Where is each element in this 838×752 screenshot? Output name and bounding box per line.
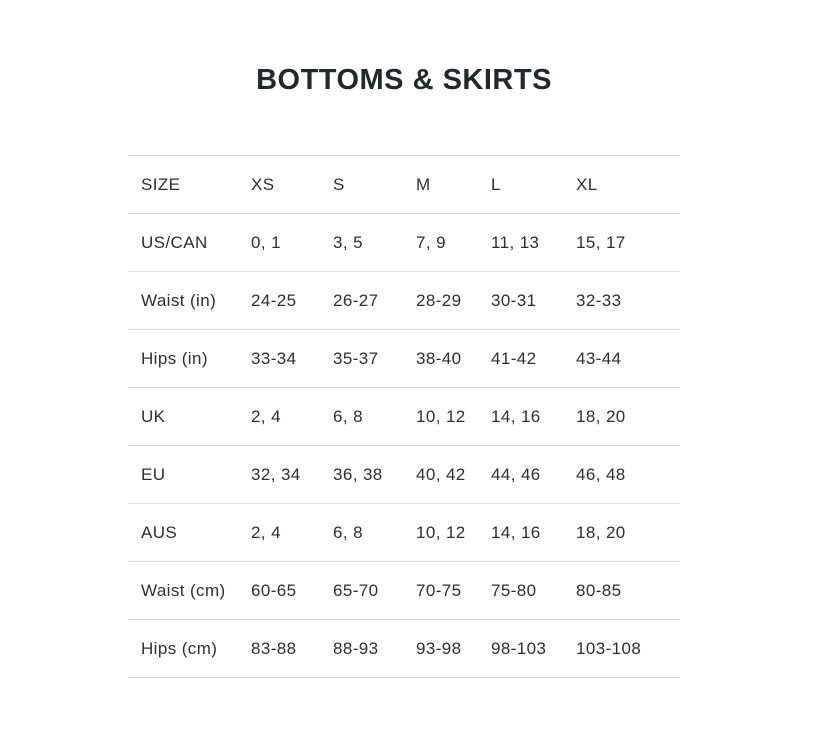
table-cell: 103-108 — [563, 620, 680, 678]
row-label: Waist (in) — [128, 272, 238, 330]
table-cell: 32-33 — [563, 272, 680, 330]
row-label: AUS — [128, 504, 238, 562]
table-cell: 88-93 — [320, 620, 403, 678]
row-label: Hips (in) — [128, 330, 238, 388]
table-cell: 35-37 — [320, 330, 403, 388]
table-cell: 0, 1 — [238, 214, 320, 272]
column-header-m: M — [403, 156, 478, 214]
row-label: Waist (cm) — [128, 562, 238, 620]
table-row-eu — [128, 446, 680, 504]
table-row-waist-in — [128, 272, 680, 330]
table-cell: 40, 42 — [403, 446, 478, 504]
table-cell: 80-85 — [563, 562, 680, 620]
column-header-xl: XL — [563, 156, 680, 214]
table-cell: 18, 20 — [563, 388, 680, 446]
table-cell: 15, 17 — [563, 214, 680, 272]
table-cell: 14, 16 — [478, 504, 563, 562]
table-row-aus — [128, 504, 680, 562]
table-cell: 38-40 — [403, 330, 478, 388]
table-cell: 6, 8 — [320, 504, 403, 562]
table-cell: 83-88 — [238, 620, 320, 678]
row-label: US/CAN — [128, 214, 238, 272]
table-cell: 43-44 — [563, 330, 680, 388]
table-cell: 2, 4 — [238, 504, 320, 562]
column-header-s: S — [320, 156, 403, 214]
page-title: BOTTOMS & SKIRTS — [256, 64, 552, 96]
table-cell: 30-31 — [478, 272, 563, 330]
table-cell: 46, 48 — [563, 446, 680, 504]
table-header-row — [128, 156, 680, 214]
table-cell: 10, 12 — [403, 388, 478, 446]
column-header-size: SIZE — [128, 156, 238, 214]
table-row-us-can — [128, 214, 680, 272]
table-cell: 70-75 — [403, 562, 478, 620]
table-cell: 10, 12 — [403, 504, 478, 562]
table-cell: 24-25 — [238, 272, 320, 330]
table-cell: 32, 34 — [238, 446, 320, 504]
table-cell: 18, 20 — [563, 504, 680, 562]
table-row-hips-cm — [128, 620, 680, 678]
table-cell: 28-29 — [403, 272, 478, 330]
table-cell: 36, 38 — [320, 446, 403, 504]
table-cell: 2, 4 — [238, 388, 320, 446]
column-header-l: L — [478, 156, 563, 214]
row-label: Hips (cm) — [128, 620, 238, 678]
size-chart-table — [128, 155, 680, 678]
table-row-waist-cm — [128, 562, 680, 620]
table-cell: 41-42 — [478, 330, 563, 388]
row-label: EU — [128, 446, 238, 504]
table-cell: 75-80 — [478, 562, 563, 620]
row-label: UK — [128, 388, 238, 446]
table-cell: 98-103 — [478, 620, 563, 678]
table-cell: 11, 13 — [478, 214, 563, 272]
table-row-hips-in — [128, 330, 680, 388]
table-cell: 3, 5 — [320, 214, 403, 272]
table-cell: 60-65 — [238, 562, 320, 620]
table-row-uk — [128, 388, 680, 446]
table-cell: 33-34 — [238, 330, 320, 388]
table-cell: 44, 46 — [478, 446, 563, 504]
table-cell: 14, 16 — [478, 388, 563, 446]
table-cell: 6, 8 — [320, 388, 403, 446]
column-header-xs: XS — [238, 156, 320, 214]
table-cell: 26-27 — [320, 272, 403, 330]
table-cell: 65-70 — [320, 562, 403, 620]
table-cell: 7, 9 — [403, 214, 478, 272]
table-cell: 93-98 — [403, 620, 478, 678]
